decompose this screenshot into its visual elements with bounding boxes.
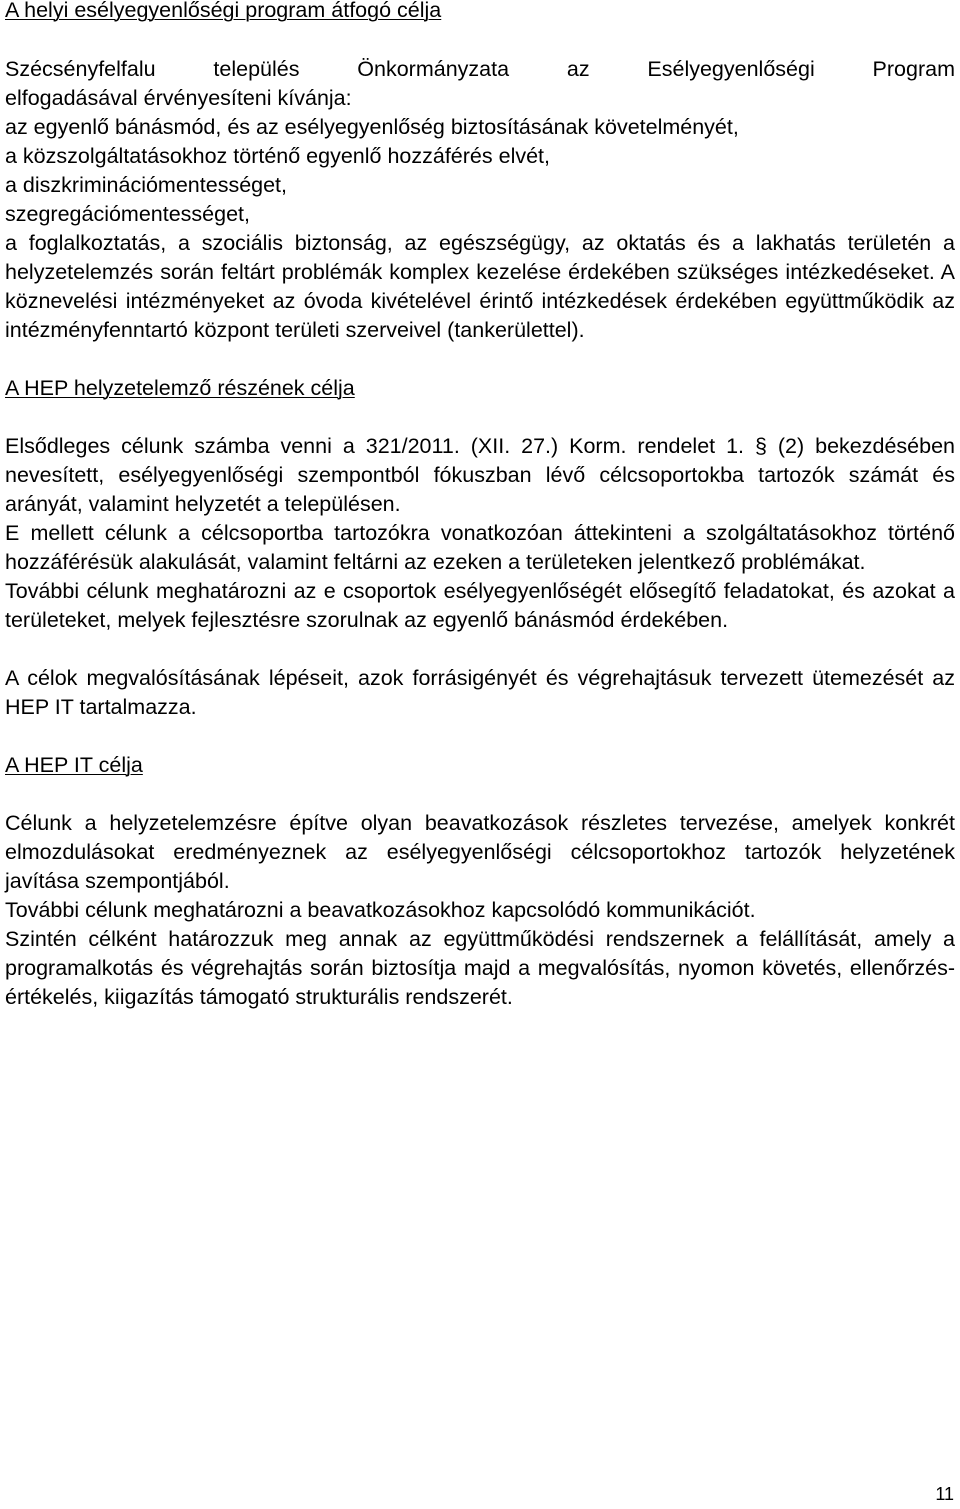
section-heading-hep-analysis: A HEP helyzetelemző részének célja bbox=[5, 376, 355, 400]
goal-paragraph: a foglalkoztatás, a szociális biztonság, az egészségügy, az oktatás és a lakhatás területén a helyzetelemzés során feltárt problémák komplex kezelése érdekében szükséges intézkedéseket. A köznevelési intézményeket az óvoda kivételével érintő intézkedések érdekében együttműködik az intézményfenntartó központ területi szerveivel (tankerülettel). bbox=[5, 231, 955, 342]
intro-line: elfogadásával érvényesíteni kívánja: bbox=[5, 86, 352, 110]
intro-line: Szécsényfelfalu település Önkormányzata az Esélyegyenlőségi Program bbox=[5, 57, 955, 81]
body-paragraph: Célunk a helyzetelemzésre építve olyan beavatkozások részletes tervezése, amelyek konkrét elmozdulásokat eredményeznek az esélyegyenlőségi célcsoportokhoz tartozók helyzetének javítása szempontjából. bbox=[5, 811, 955, 893]
document-page bbox=[5, 0, 955, 1012]
goal-list-item: az egyenlő bánásmód, és az esélyegyenlőség biztosításának követelményét, bbox=[5, 115, 739, 139]
goal-list-item: szegregációmentességet, bbox=[5, 202, 251, 226]
section-heading-hep-it: A HEP IT célja bbox=[5, 753, 143, 777]
body-paragraph: A célok megvalósításának lépéseit, azok forrásigényét és végrehajtásuk tervezett ütemezését az HEP IT tartalmazza. bbox=[5, 666, 955, 719]
page-number: 11 bbox=[935, 1484, 954, 1504]
body-paragraph: E mellett célunk a célcsoportba tartozókra vonatkozóan áttekinteni a szolgáltatásokhoz történő hozzáférésük alakulását, valamint feltárni az ezeken a területeken jelentkező problémákat. bbox=[5, 521, 955, 574]
body-paragraph: További célunk meghatározni az e csoportok esélyegyenlőségét elősegítő feladatokat, és azokat a területeket, melyek fejlesztésre szorulnak az egyenlő bánásmód érdekében. bbox=[5, 579, 955, 632]
section-heading-program-goal: A helyi esélyegyenlőségi program átfogó célja bbox=[5, 0, 442, 22]
body-paragraph: További célunk meghatározni a beavatkozásokhoz kapcsolódó kommunikációt. bbox=[5, 898, 756, 922]
body-paragraph: Elsődleges célunk számba venni a 321/2011. (XII. 27.) Korm. rendelet 1. § (2) bekezdésében nevesített, esélyegyenlőségi szempontból fókuszban lévő célcsoportokba tartozók számát és arányát, valamint helyzetét a településen. bbox=[5, 434, 955, 516]
goal-list-item: a diszkriminációmentességet, bbox=[5, 173, 288, 197]
body-paragraph: Szintén célként határozzuk meg annak az együttműködési rendszernek a felállítását, amely a programalkotás és végrehajtás során biztosítja majd a megvalósítás, nyomon követés, ellenőrzés-értékelés, kiigazítás támogató strukturális rendszerét. bbox=[5, 927, 955, 1009]
goal-list-item: a közszolgáltatásokhoz történő egyenlő hozzáférés elvét, bbox=[5, 144, 550, 168]
